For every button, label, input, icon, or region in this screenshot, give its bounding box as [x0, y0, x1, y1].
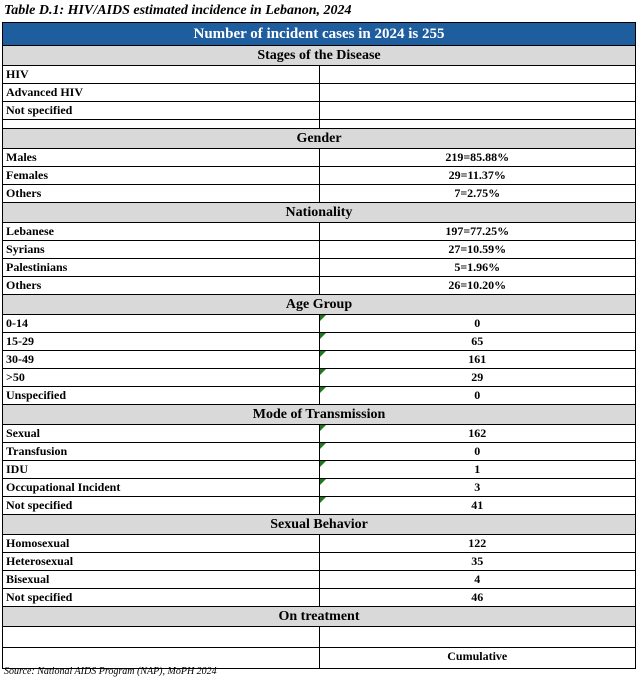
row-label: Homosexual	[3, 535, 320, 553]
section-header-row	[3, 607, 636, 627]
row-label: Lebanese	[3, 223, 320, 241]
row-value: 29=11.37%	[319, 167, 636, 185]
table-row	[3, 223, 636, 241]
table-row	[3, 259, 636, 277]
table-row	[3, 589, 636, 607]
section-header-age-group: Age Group	[3, 295, 636, 315]
table-row	[3, 479, 636, 497]
table-row	[3, 84, 636, 102]
row-value: 41	[319, 497, 636, 515]
row-value: 219=85.88%	[319, 149, 636, 167]
section-header-row	[3, 295, 636, 315]
row-value: 35	[319, 553, 636, 571]
section-header-row	[3, 405, 636, 425]
table-row	[3, 627, 636, 648]
row-value: 65	[319, 333, 636, 351]
row-value: 27=10.59%	[319, 241, 636, 259]
cumulative-label: Cumulative	[319, 648, 636, 669]
table-row	[3, 443, 636, 461]
row-value: 46	[319, 589, 636, 607]
row-value: 0	[319, 387, 636, 405]
row-label: Males	[3, 149, 320, 167]
section-header-row	[3, 129, 636, 149]
row-label: Others	[3, 185, 320, 203]
table-row	[3, 387, 636, 405]
banner-row	[3, 23, 636, 46]
table-row	[3, 167, 636, 185]
table-row	[3, 461, 636, 479]
row-value: 29	[319, 369, 636, 387]
row-label: Heterosexual	[3, 553, 320, 571]
row-label: Bisexual	[3, 571, 320, 589]
table-row	[3, 333, 636, 351]
table-row	[3, 66, 636, 84]
section-header-nationality: Nationality	[3, 203, 636, 223]
incident-cases-banner: Number of incident cases in 2024 is 255	[3, 23, 636, 46]
table-row	[3, 149, 636, 167]
row-label: 30-49	[3, 351, 320, 369]
row-value: 5=1.96%	[319, 259, 636, 277]
table-row	[3, 425, 636, 443]
row-value: 0	[319, 443, 636, 461]
row-value	[319, 84, 636, 102]
row-label: Others	[3, 277, 320, 295]
table-row	[3, 315, 636, 333]
table-row	[3, 102, 636, 120]
source-note: Source: National AIDS Program (NAP), MoPH 2024	[4, 666, 217, 677]
table-row	[3, 241, 636, 259]
row-value: 26=10.20%	[319, 277, 636, 295]
row-value: 0	[319, 315, 636, 333]
row-value	[319, 627, 636, 648]
table-row	[3, 277, 636, 295]
row-label	[3, 627, 320, 648]
row-label: 0-14	[3, 315, 320, 333]
row-label: Palestinians	[3, 259, 320, 277]
row-label: Sexual	[3, 425, 320, 443]
section-header-transmission: Mode of Transmission	[3, 405, 636, 425]
row-value: 161	[319, 351, 636, 369]
section-header-row	[3, 203, 636, 223]
row-value	[319, 102, 636, 120]
row-value: 7=2.75%	[319, 185, 636, 203]
row-label: Occupational Incident	[3, 479, 320, 497]
row-label: Females	[3, 167, 320, 185]
table-row	[3, 497, 636, 515]
row-value: 4	[319, 571, 636, 589]
row-label: HIV	[3, 66, 320, 84]
row-label: >50	[3, 369, 320, 387]
row-label: Transfusion	[3, 443, 320, 461]
table-row	[3, 369, 636, 387]
row-value: 197=77.25%	[319, 223, 636, 241]
row-label: Unspecified	[3, 387, 320, 405]
row-value: 122	[319, 535, 636, 553]
spacer-row	[3, 120, 636, 129]
row-value: 162	[319, 425, 636, 443]
table-row	[3, 553, 636, 571]
section-header-row	[3, 515, 636, 535]
row-value: 1	[319, 461, 636, 479]
row-label: Advanced HIV	[3, 84, 320, 102]
row-label: Not specified	[3, 102, 320, 120]
row-value: 3	[319, 479, 636, 497]
section-header-on-treatment: On treatment	[3, 607, 636, 627]
row-label: IDU	[3, 461, 320, 479]
section-header-sexual-behavior: Sexual Behavior	[3, 515, 636, 535]
table-row	[3, 571, 636, 589]
table-row	[3, 185, 636, 203]
spacer-cell	[319, 120, 636, 129]
table-title: Table D.1: HIV/AIDS estimated incidence in Lebanon, 2024	[4, 3, 352, 18]
incidence-table	[2, 22, 636, 669]
section-header-row	[3, 46, 636, 66]
table-row	[3, 351, 636, 369]
row-label: Not specified	[3, 589, 320, 607]
spacer-cell	[3, 120, 320, 129]
row-label: Syrians	[3, 241, 320, 259]
section-header-stages: Stages of the Disease	[3, 46, 636, 66]
table-row	[3, 535, 636, 553]
row-label: Not specified	[3, 497, 320, 515]
row-value	[319, 66, 636, 84]
row-label: 15-29	[3, 333, 320, 351]
section-header-gender: Gender	[3, 129, 636, 149]
